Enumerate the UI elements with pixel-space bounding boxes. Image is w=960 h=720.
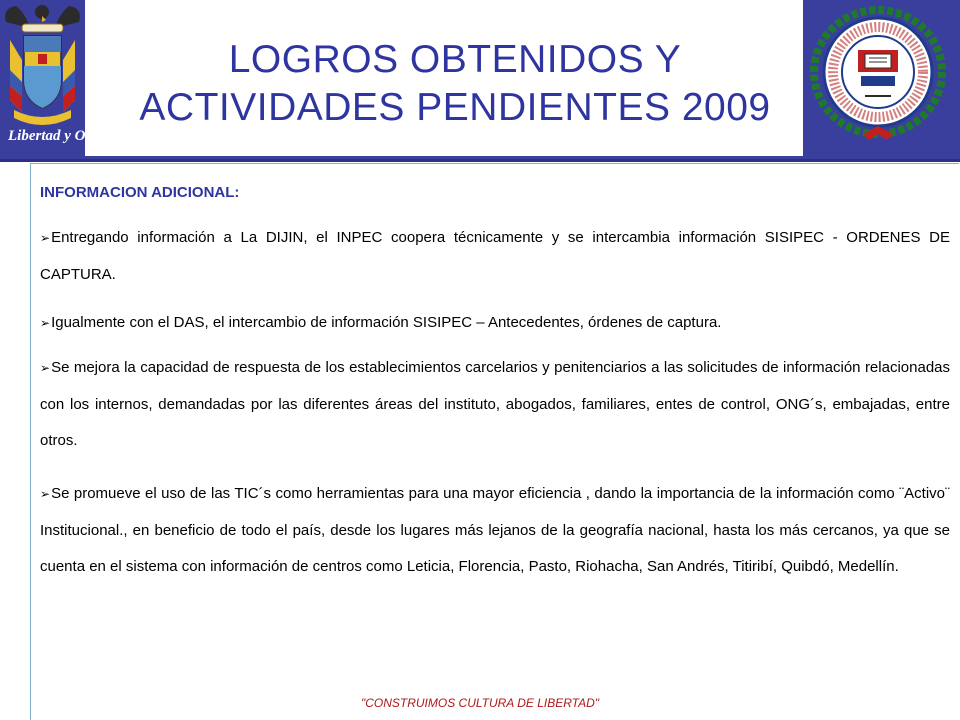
header-banner	[0, 0, 960, 162]
arrow-bullet-icon: ➢	[40, 487, 51, 501]
bullet-item	[40, 476, 950, 586]
crest-caption: Libertad y Orden	[8, 128, 114, 144]
page-title	[85, 36, 825, 132]
title-line-2: ACTIVIDADES PENDIENTES 2009	[139, 86, 771, 129]
section-heading: INFORMACION ADICIONAL:	[40, 184, 240, 201]
title-line-1: LOGROS OBTENIDOS Y	[228, 38, 682, 81]
arrow-bullet-icon: ➢	[40, 361, 51, 375]
bullet-text: Entregando información a La DIJIN, el INPEC coopera técnicamente y se intercambia información SISIPEC - ORDENES DE CAPTURA.	[40, 229, 950, 283]
bullet-text: Igualmente con el DAS, el intercambio de información SISIPEC – Antecedentes, órdenes de captura.	[51, 314, 722, 331]
bullet-item	[40, 305, 950, 342]
bullet-item	[40, 350, 950, 460]
arrow-bullet-icon: ➢	[40, 316, 51, 330]
inpec-seal-logo	[803, 6, 953, 146]
bullet-item	[40, 220, 950, 293]
footer-slogan: "CONSTRUIMOS CULTURA DE LIBERTAD"	[360, 696, 600, 710]
bullet-text: Se promueve el uso de las TIC´s como herramientas para una mayor eficiencia , dando la importancia de la información como ¨Activo¨ Institucional., en beneficio de todo el país, desde los lugares más lejanos de la geografía nacional, hasta los más cercanos, ya que se cuenta en el sistema con información de centros como Leticia, Florencia, Pasto, Riohacha, San Andrés, Titiribí, Quibdó, Medellín.	[40, 485, 950, 575]
arrow-bullet-icon: ➢	[40, 231, 51, 245]
bullet-text: Se mejora la capacidad de respuesta de los establecimientos carcelarios y penitenciarios a las solicitudes de información relacionadas con los internos, demandadas por las diferentes áreas del instituto, abogados, familiares, entes de control, ONG´s, embajadas, entre otros.	[40, 359, 950, 449]
